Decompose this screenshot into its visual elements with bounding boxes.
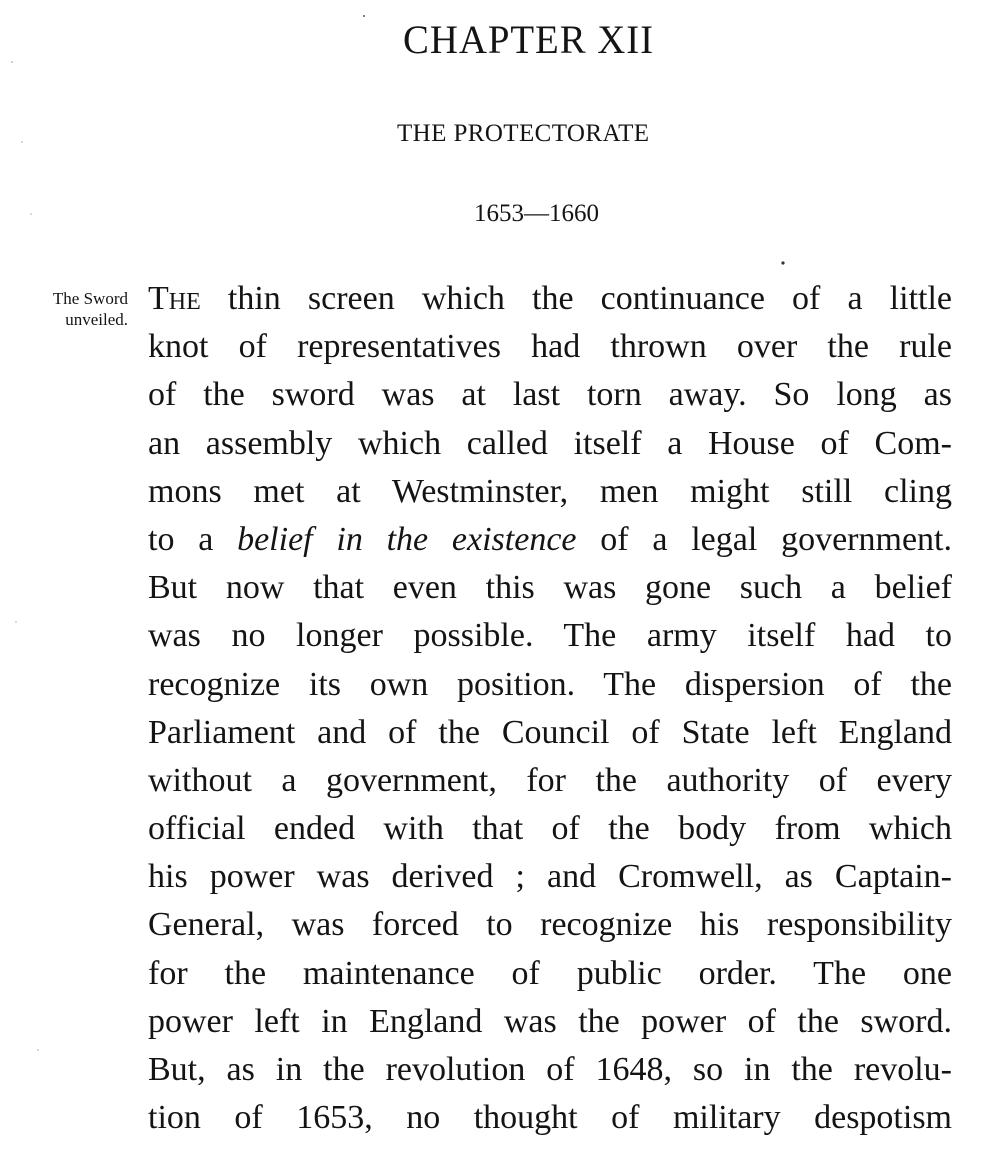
margin-note-line: The Sword [52, 289, 128, 308]
text-line-rest: thin screen which the continuance of a little [200, 280, 952, 317]
paper-speck [37, 1049, 39, 1051]
text-line: his power was derived ; and Cromwell, as Captain- [148, 858, 952, 896]
text-line: official ended with that of the body from which [148, 810, 952, 848]
text-line-start: to a [148, 520, 238, 558]
paper-speck [363, 15, 365, 17]
text-line: General, was forced to recognize his responsibility [148, 906, 952, 944]
text-line: of the sword was at last torn away. So long as [148, 376, 952, 414]
chapter-heading: CHAPTER XII [403, 17, 655, 62]
text-line: knot of representatives had thrown over the rule [148, 328, 952, 366]
paper-speck [15, 621, 17, 623]
margin-note-line: unveiled. [65, 310, 128, 329]
text-line: was no longer possible. The army itself had to [148, 617, 952, 655]
italic-phrase: belief in the existence [237, 520, 577, 558]
text-line [148, 275, 952, 323]
text-line: power left in England was the power of the sword. [148, 1002, 952, 1040]
paper-speck [21, 141, 23, 143]
text-line: for the maintenance of public order. The one [148, 954, 952, 992]
text-line: tion of 1653, no thought of military despotism [148, 1099, 952, 1137]
paper-speck [781, 261, 784, 264]
paper-speck [30, 213, 32, 215]
margin-note [6, 288, 128, 330]
text-line-end: of a legal government. [576, 520, 952, 558]
text-line [148, 516, 952, 564]
chapter-title: THE PROTECTORATE [397, 120, 650, 147]
text-line: But now that even this was gone such a belief [148, 569, 952, 607]
opening-word: The [148, 280, 201, 317]
text-line: mons met at Westminster, men might still cling [148, 472, 952, 510]
body-paragraph [148, 275, 952, 1142]
text-line: an assembly which called itself a House of Com- [148, 424, 952, 462]
chapter-date-range: 1653—1660 [474, 200, 599, 227]
text-line: recognize its own position. The dispersion of the [148, 665, 952, 703]
text-line: Parliament and of the Council of State left England [148, 713, 952, 751]
text-line: But, as in the revolution of 1648, so in the revolu- [148, 1051, 952, 1088]
paper-speck [11, 61, 13, 63]
text-line: without a government, for the authority of every [148, 761, 952, 799]
